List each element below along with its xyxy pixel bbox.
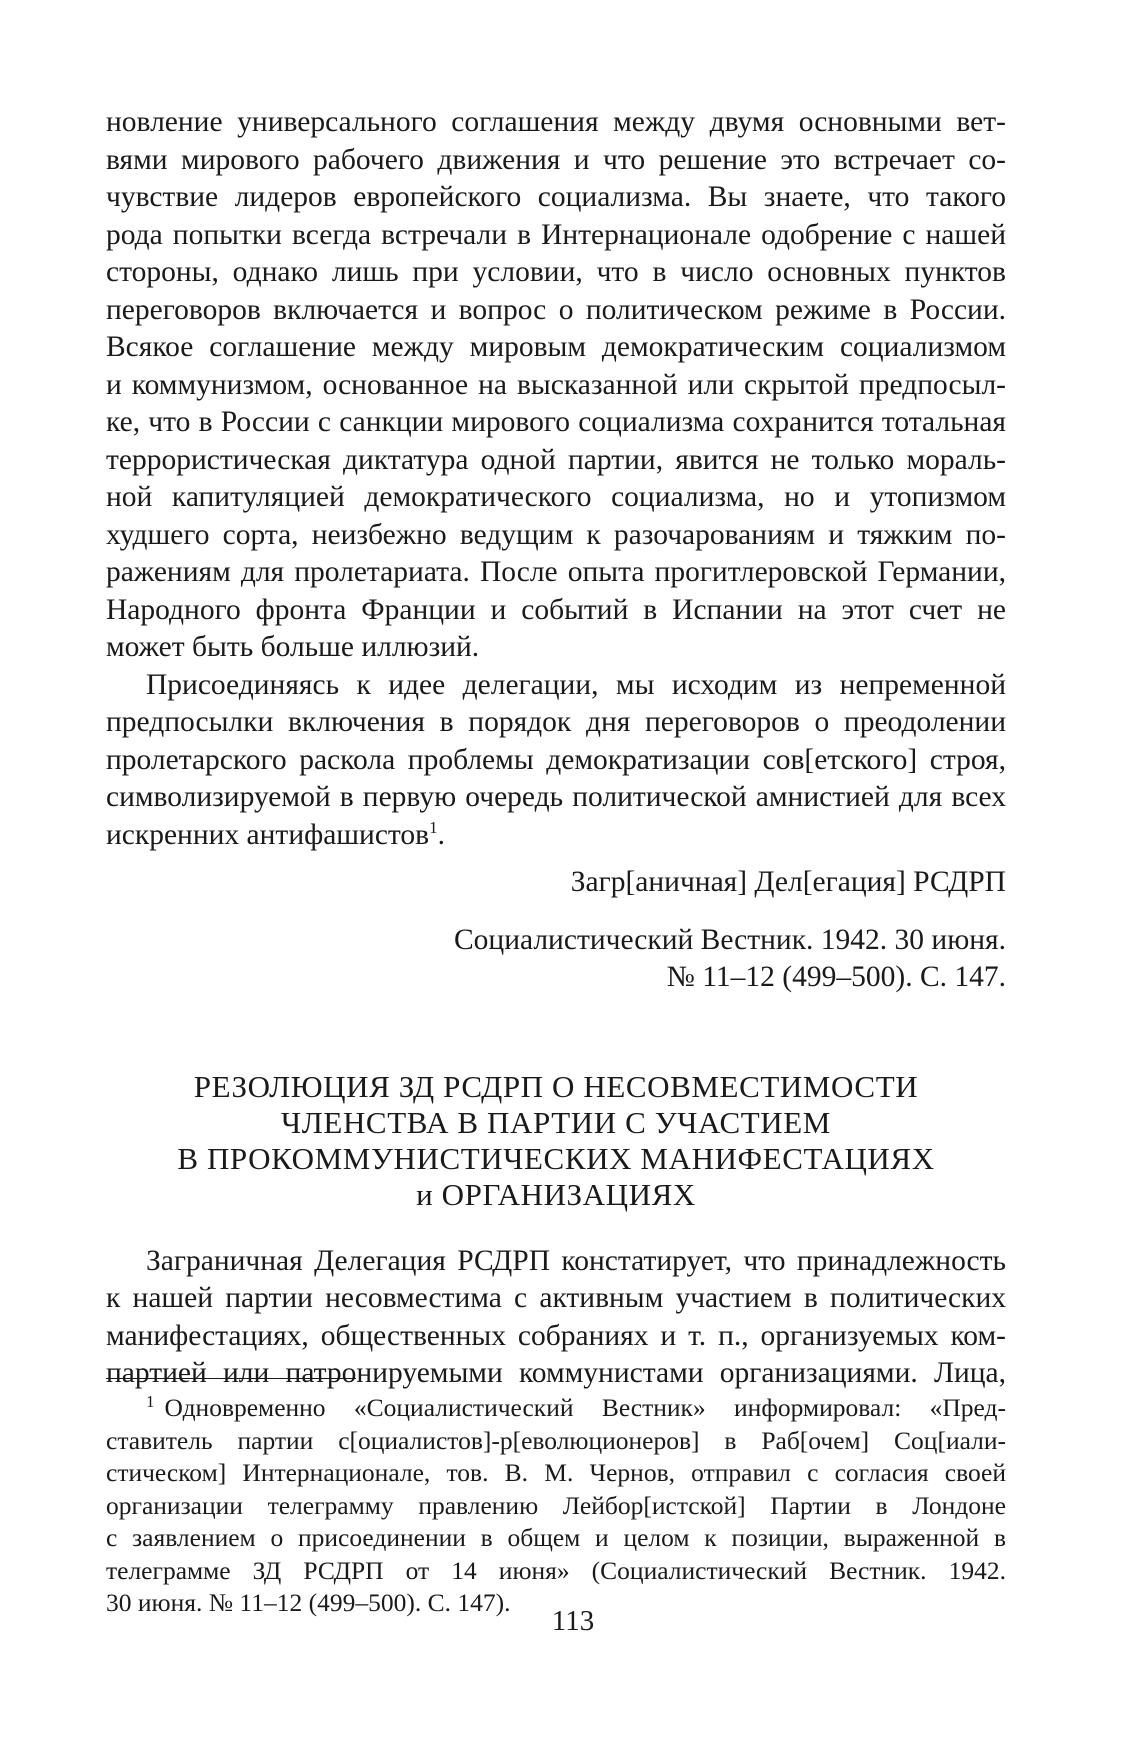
footnote-mark: 1: [146, 1391, 155, 1411]
text-line: стороны, однако лишь при условии, что в число основных пунктов: [106, 256, 1006, 288]
text-line: новление универсального соглашения между двумя основными вет-: [106, 106, 1006, 138]
text-line: Присоединяясь к идее делегации, мы исходим из непременной: [146, 668, 1006, 701]
heading-line: и ОРГАНИЗАЦИЯХ: [416, 1176, 696, 1212]
text-line: вями мирового рабочего движения и что решение это встречает со-: [106, 143, 1006, 176]
source-line: Социалистический Вестник. 1942. 30 июня.: [453, 923, 1006, 956]
page-body: [106, 104, 1006, 1393]
source-citation: [106, 922, 1006, 997]
page-number: 113: [551, 1605, 595, 1637]
text-line: ражениям для пролетариата. После опыта прогитлеровской Германии,: [106, 556, 1006, 588]
text-line: Народного фронта Франции и событий в Испании на этот счет не: [106, 593, 1006, 626]
text-fragment: Одновременно «Социалистический Вестник» информировал: «Пред-: [164, 1393, 1006, 1422]
footnote: [106, 1392, 1006, 1620]
text-line: террористическая диктатура одной партии, явится не только мораль-: [106, 443, 1006, 476]
text-line: и коммунизмом, основанное на высказанной или скрытой предпосыл-: [106, 368, 1006, 401]
heading-line: ЧЛЕНСТВА В ПАРТИИ С УЧАСТИЕМ: [281, 1104, 831, 1140]
text-fragment: .: [437, 818, 445, 851]
source-line: № 11–12 (499–500). С. 147.: [666, 961, 1006, 993]
paragraph-2: [106, 667, 1006, 855]
text-line: рода попытки всегда встречали в Интернационале одобрение с нашей: [106, 218, 1006, 251]
footnote-divider: [106, 1378, 356, 1379]
paragraph-3: [106, 1243, 1006, 1393]
paragraph-1: [106, 104, 1006, 667]
text-line: худшего сорта, неизбежно ведущим к разочарованиям и тяжким по-: [106, 518, 1006, 551]
text-fragment: искренних антифашистов: [106, 818, 430, 851]
footnote-line: с заявлением о присоединении в общем и целом к позиции, выраженной в: [106, 1523, 1006, 1552]
text-line: Всякое соглашение между мировым демократическим социализмом: [106, 331, 1006, 363]
text-line: чувствие лидеров европейского социализма. Вы знаете, что такого: [106, 181, 1006, 213]
text-line: предпосылки включения в порядок дня переговоров о преодолении: [106, 706, 1006, 738]
text-line: переговоров включается и вопрос о политическом режиме в России.: [106, 293, 1006, 326]
text-line: ной капитуляцией демократического социализма, но и утопизмом: [106, 481, 1006, 513]
heading-line: В ПРОКОММУНИСТИЧЕСКИХ МАНИФЕСТАЦИЯХ: [177, 1140, 935, 1176]
text-line: ке, что в России с санкции мирового социализма сохранится тотальная: [106, 406, 1006, 438]
text-line: партией или патронируемыми коммунистами организациями. Лица,: [106, 1357, 1006, 1389]
footnote-reference[interactable]: 1: [429, 817, 438, 837]
footnote-line: телеграмме ЗД РСДРП от 14 июня» (Социалистический Вестник. 1942.: [106, 1555, 1006, 1585]
signature: Загр[аничная] Дел[егация] РСДРП: [570, 866, 1006, 898]
footnote-line: стическом] Интернационале, тов. В. М. Чернов, отправил с согласия своей: [106, 1458, 1006, 1487]
section-heading: [106, 1069, 1006, 1213]
text-line: манифестациях, общественных собраниях и т. п., организуемых ком-: [106, 1319, 1006, 1352]
heading-line: РЕЗОЛЮЦИЯ ЗД РСДРП О НЕСОВМЕСТИМОСТИ: [193, 1068, 919, 1104]
footnote-line: ставитель партии с[оциалистов]-р[еволюционеров] в Раб[очем] Соц[иали-: [106, 1425, 1006, 1455]
text-line: [106, 817, 1006, 855]
text-line: Заграничная Делегация РСДРП констатирует, что принадлежность: [146, 1244, 1006, 1277]
footnote-line: организации телеграмму правлению Лейбор[истской] Партии в Лондоне: [106, 1490, 1006, 1520]
footnote-line: [106, 1392, 1006, 1425]
text-line: может быть больше иллюзий.: [106, 631, 480, 663]
text-line: к нашей партии несовместима с активным участием в политических: [106, 1282, 1006, 1314]
footnote-line: 30 июня. № 11–12 (499–500). С. 147).: [106, 1588, 511, 1617]
text-line: пролетарского раскола проблемы демократизации сов[етского] строя,: [106, 743, 1006, 776]
text-line: символизируемой в первую очередь политической амнистией для всех: [106, 781, 1006, 813]
